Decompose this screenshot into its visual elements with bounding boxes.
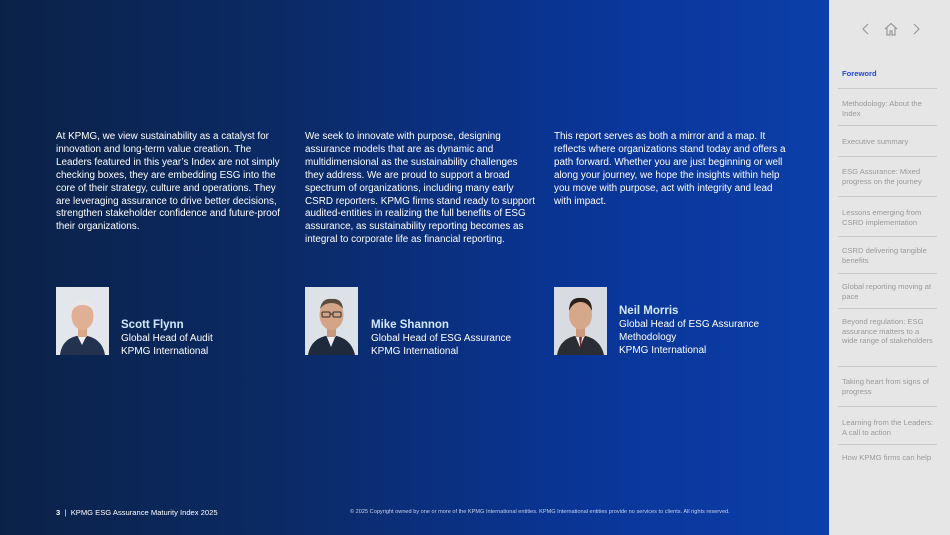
home-icon[interactable] (882, 20, 900, 38)
chevron-right-icon[interactable] (907, 20, 925, 38)
report-title: KPMG ESG Assurance Maturity Index 2025 (70, 508, 218, 517)
person-org: KPMG International (619, 345, 707, 356)
sidebar-item-executive-summary[interactable]: Executive summary (842, 137, 909, 146)
sidebar-divider (838, 196, 937, 197)
person-name: Neil Morris (619, 305, 679, 317)
intro-column-1 (56, 131, 282, 234)
person-mike-shannon (371, 318, 511, 358)
sidebar-divider (838, 406, 937, 407)
sidebar-divider (838, 366, 937, 367)
sidebar-divider (838, 273, 937, 274)
intro-column-3 (554, 131, 790, 208)
sidebar-divider (838, 308, 937, 309)
person-org: KPMG International (371, 346, 459, 357)
sidebar-divider (838, 125, 937, 126)
person-name: Mike Shannon (371, 319, 449, 331)
nav-controls (857, 20, 925, 38)
sidebar-item-how-kpmg-can-help[interactable]: How KPMG firms can help (842, 453, 932, 462)
photo-scott-flynn (56, 287, 109, 355)
column-3-text: This report serves as both a mirror and a map. It reflects where organizations stand today and offers a path forward. Whether you are just beginning or well along your journey, we hope the insights within help you move with purpose, act with integrity and lead with impact. (554, 131, 786, 207)
footer-separator: | (62, 508, 69, 517)
footer-page-info (56, 508, 218, 517)
sidebar-item-call-to-action[interactable]: Learning from the Leaders: A call to action (842, 418, 934, 437)
person-role: Global Head of ESG Assurance Methodology (619, 319, 760, 343)
person-name: Scott Flynn (121, 319, 184, 331)
sidebar-divider (838, 88, 937, 89)
page-number: 3 (56, 508, 61, 517)
photo-neil-morris (554, 287, 607, 355)
sidebar-item-signs-of-progress[interactable]: Taking heart from signs of progress (842, 377, 929, 396)
person-neil-morris (619, 304, 769, 357)
sidebar-item-foreword[interactable]: Foreword (842, 69, 877, 78)
sidebar-item-beyond-regulation[interactable]: Beyond regulation: ESG assurance matters to a wide range of stakeholders (842, 317, 933, 345)
person-org: KPMG International (121, 346, 209, 357)
sidebar-divider (838, 444, 937, 445)
sidebar-divider (838, 236, 937, 237)
intro-column-2 (305, 131, 537, 247)
sidebar-item-csrd-lessons[interactable]: Lessons emerging from CSRD implementation (842, 208, 922, 227)
sidebar-item-csrd-benefits[interactable]: CSRD delivering tangible benefits (842, 246, 927, 265)
chevron-left-icon[interactable] (857, 20, 875, 38)
column-2-text: We seek to innovate with purpose, designing assurance models that are as dynamic and multidimensional as the sustainability challenges they address. We are proud to support a broad spectrum of organizations, including many early CSRD reporters. KPMG firms stand ready to support audited-entities in realizing the full benefits of ESG assurance, as sustainability reporting becomes as integral to corporate life as financial reporting. (305, 131, 535, 246)
column-1-text: At KPMG, we view sustainability as a catalyst for innovation and long-term value creation. The Leaders featured in this year’s Index are not simply checking boxes, they are embedding ESG into the core of their strategy, culture and operations. They are leveraging assurance to drive better decisions, strengthen stakeholder confidence and future-proof their organizations. (56, 131, 280, 233)
sidebar-item-global-reporting[interactable]: Global reporting moving at pace (842, 282, 932, 301)
sidebar-divider (838, 156, 937, 157)
sidebar-item-methodology[interactable]: Methodology: About the Index (842, 99, 922, 118)
sidebar-nav (829, 0, 950, 535)
photo-mike-shannon (305, 287, 358, 355)
person-role: Global Head of Audit (121, 333, 213, 344)
person-role: Global Head of ESG Assurance (371, 333, 512, 344)
sidebar-item-esg-assurance[interactable]: ESG Assurance: Mixed progress on the journey (842, 167, 922, 186)
copyright-notice: © 2025 Copyright owned by one or more of the KPMG International entities. KPMG International entities provide no services to clients. All rights reserved. (350, 509, 730, 515)
person-scott-flynn (121, 318, 213, 358)
